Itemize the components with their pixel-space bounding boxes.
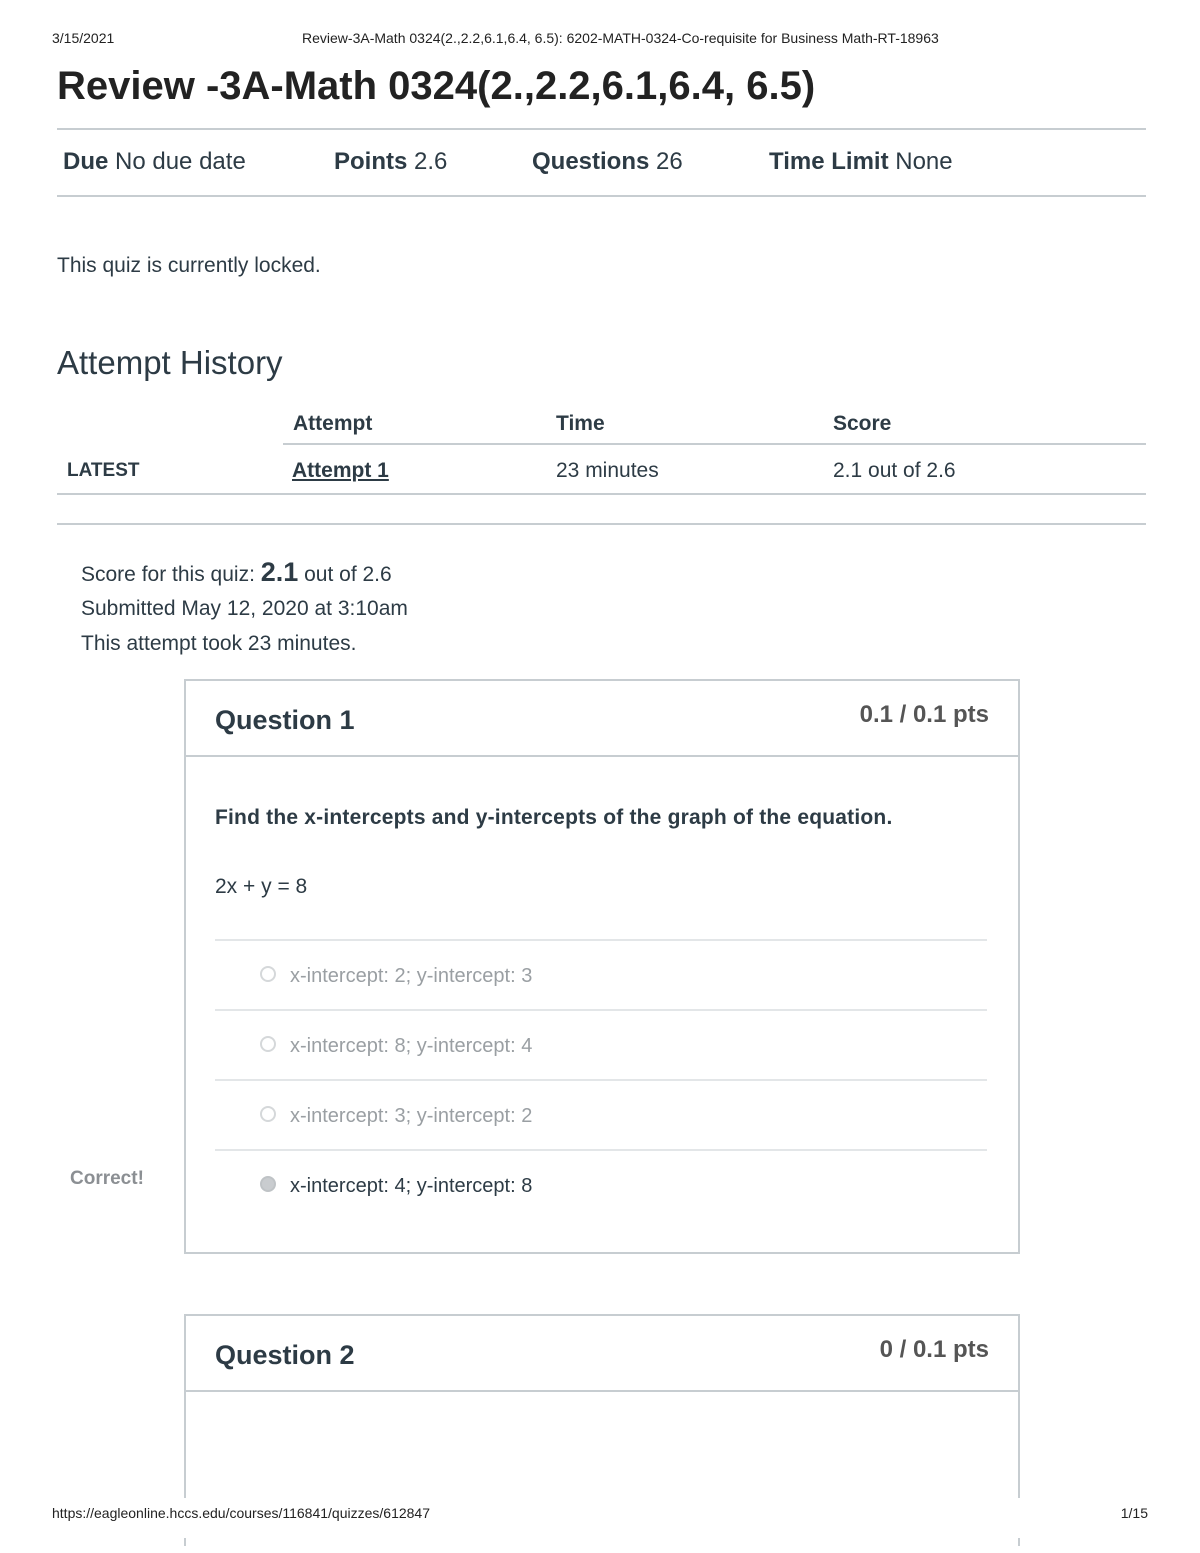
question-title: Question 2: [215, 1340, 355, 1370]
locked-message: This quiz is currently locked.: [57, 254, 321, 277]
radio-button[interactable]: [260, 966, 276, 982]
divider: [57, 128, 1146, 130]
question-equation: 2x + y = 8: [215, 875, 308, 898]
column-header-attempt: Attempt: [293, 412, 373, 435]
attempt-score: 2.1 out of 2.6: [833, 459, 956, 482]
divider: [57, 523, 1146, 525]
answer-option[interactable]: [215, 939, 987, 1009]
correct-label: Correct!: [70, 1168, 144, 1189]
questions-info: [532, 148, 683, 176]
print-date: 3/15/2021: [52, 30, 115, 46]
due-value: No due date: [115, 148, 246, 175]
table-row: [57, 447, 1146, 495]
score-prefix: Score for this quiz:: [81, 563, 261, 586]
latest-tag: LATEST: [67, 460, 140, 481]
answer-text: x-intercept: 2; y-intercept: 3: [290, 965, 533, 987]
score-suffix: out of 2.6: [298, 563, 392, 586]
page-title: Review -3A-Math 0324(2.,2.2,6.1,6.4, 6.5): [57, 64, 816, 108]
radio-button[interactable]: [260, 1036, 276, 1052]
points-info: [334, 148, 447, 176]
print-url: https://eagleonline.hccs.edu/courses/116841/quizzes/612847: [52, 1505, 431, 1521]
answer-text: x-intercept: 3; y-intercept: 2: [290, 1105, 533, 1127]
attempt-history-heading: Attempt History: [57, 344, 283, 381]
time-limit-value: None: [895, 148, 953, 175]
time-limit-label: Time Limit: [769, 148, 889, 175]
questions-value: 26: [656, 148, 683, 175]
column-header-time: Time: [556, 412, 605, 435]
quiz-score: [81, 557, 392, 588]
print-footer: [0, 1498, 1200, 1538]
attempt-time: 23 minutes: [556, 459, 659, 482]
questions-label: Questions: [532, 148, 650, 175]
correct-flag: [0, 1160, 184, 1200]
due-info: [63, 148, 246, 176]
question-header: [186, 681, 1018, 757]
answer-text: x-intercept: 8; y-intercept: 4: [290, 1035, 533, 1057]
radio-button[interactable]: [260, 1106, 276, 1122]
divider: [57, 195, 1146, 197]
points-value: 2.6: [414, 148, 448, 175]
answer-list: [215, 939, 987, 1219]
question-points: 0 / 0.1 pts: [879, 1336, 989, 1363]
answer-option[interactable]: [215, 1009, 987, 1079]
question-header: [186, 1316, 1018, 1392]
question-points: 0.1 / 0.1 pts: [859, 701, 989, 728]
time-limit-info: [769, 148, 953, 176]
submitted-time: Submitted May 12, 2020 at 3:10am: [81, 597, 408, 620]
answer-option-selected[interactable]: [215, 1149, 987, 1219]
answer-text: x-intercept: 4; y-intercept: 8: [290, 1175, 533, 1197]
attempt-duration: This attempt took 23 minutes.: [81, 632, 357, 655]
points-label: Points: [334, 148, 408, 175]
radio-button-selected[interactable]: [260, 1176, 276, 1192]
table-header: [57, 406, 1146, 445]
question-title: Question 1: [215, 705, 355, 735]
print-page-number: 1/15: [1120, 1505, 1148, 1521]
question-text: Find the x-intercepts and y-intercepts of the graph of the equation.: [215, 806, 893, 829]
print-doc-title: Review-3A-Math 0324(2.,2.2,6.1,6.4, 6.5): 6202-MATH-0324-Co-requisite for Business Math-RT-18963: [302, 30, 939, 46]
due-label: Due: [63, 148, 109, 175]
attempt-1-link[interactable]: Attempt 1: [292, 459, 389, 482]
question-card: [184, 679, 1020, 1254]
score-value: 2.1: [260, 557, 299, 587]
answer-option[interactable]: [215, 1079, 987, 1149]
column-header-score: Score: [833, 412, 892, 435]
